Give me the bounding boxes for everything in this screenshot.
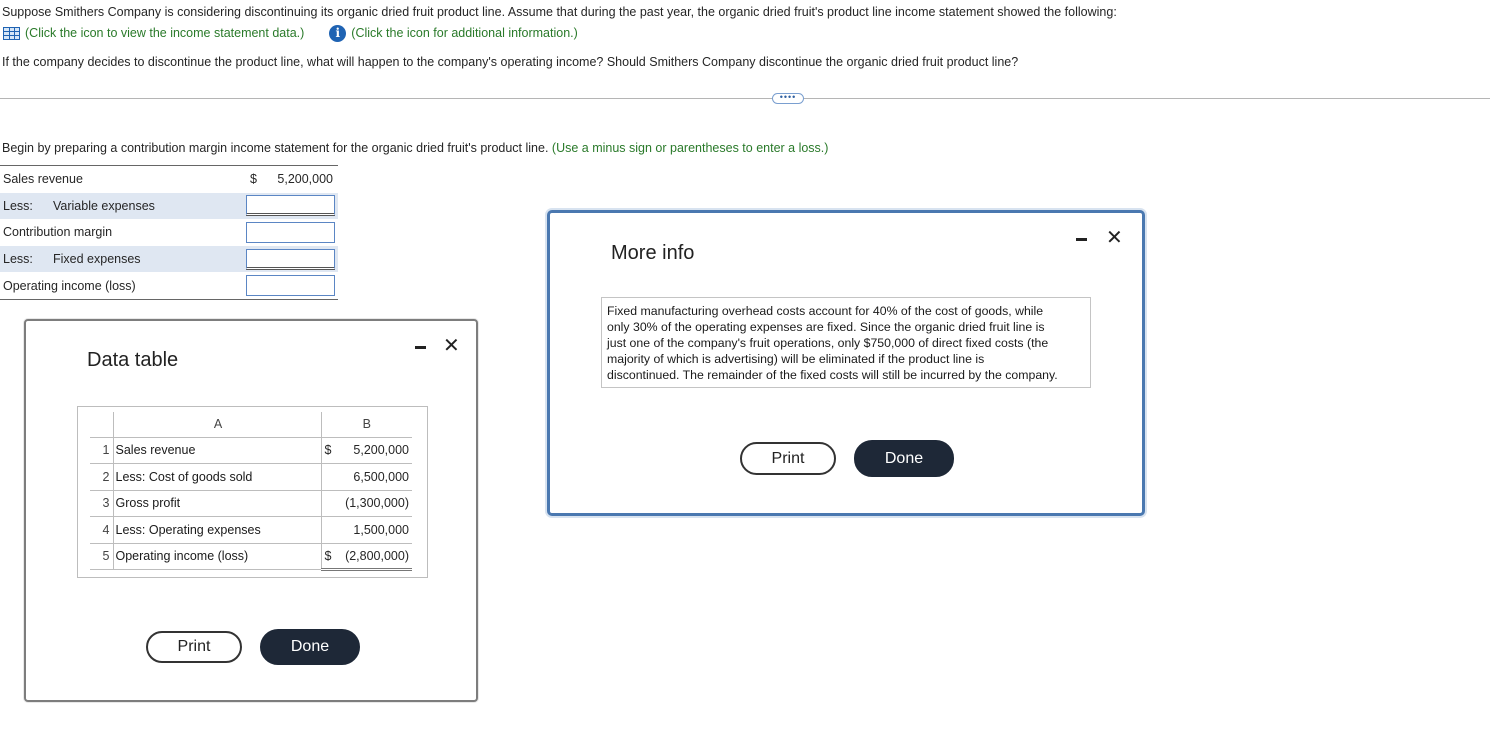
sales-value: 5,200,000	[277, 172, 333, 187]
row-label: Less: Operating expenses	[113, 517, 321, 544]
cm-statement	[0, 165, 338, 300]
info-line: discontinued. The remainder of the fixed costs will still be incurred by the company.	[607, 368, 1058, 382]
row-number: 1	[90, 437, 113, 464]
done-button[interactable]: Done	[854, 440, 954, 477]
more-info-title: More info	[611, 242, 695, 264]
info-line: Fixed manufacturing overhead costs account for 40% of the cost of goods, while	[607, 304, 1044, 318]
row-number: 3	[90, 490, 113, 517]
data-table-dialog	[24, 319, 478, 702]
data-table-title: Data table	[87, 349, 179, 371]
instruction-hint: (Use a minus sign or parentheses to enter a loss.)	[551, 141, 829, 155]
row-value: 6,500,000	[353, 469, 409, 484]
fixed-expenses-input[interactable]	[246, 249, 335, 270]
header-row	[90, 412, 412, 437]
row-value-cell	[321, 464, 412, 491]
data-link[interactable]: (Click the icon to view the income statement data.)	[25, 26, 305, 40]
row-dollar: $	[324, 548, 332, 563]
cm-row-fixed	[0, 246, 338, 273]
contribution-margin-label: Contribution margin	[3, 225, 113, 240]
data-grid	[90, 412, 412, 571]
row-label: Gross profit	[113, 490, 321, 517]
divider	[0, 98, 1490, 99]
sales-label: Sales revenue	[3, 172, 83, 187]
row-dollar: $	[324, 443, 332, 458]
less-label: Less:	[3, 198, 33, 213]
question-links	[3, 24, 578, 42]
close-icon[interactable]: ✕	[443, 335, 460, 357]
less-label: Less:	[3, 252, 33, 267]
table-row	[90, 543, 412, 570]
row-value-cell	[321, 543, 412, 570]
row-number: 2	[90, 464, 113, 491]
sales-dollar: $	[250, 172, 257, 187]
question-prompt: If the company decides to discontinue the product line, what will happen to the company's operating income? Should Smithers Company discontinue the organic dried fruit product line?	[2, 55, 1019, 69]
row-value-cell	[321, 517, 412, 544]
row-value: (2,800,000)	[345, 548, 409, 563]
row-value: 1,500,000	[353, 522, 409, 537]
corner-cell	[90, 412, 113, 437]
cm-row-sales	[0, 166, 338, 193]
cm-row-contribution	[0, 219, 338, 246]
table-row	[90, 517, 412, 544]
row-label: Operating income (loss)	[113, 543, 321, 570]
data-spreadsheet	[77, 406, 428, 578]
question-text: Suppose Smithers Company is considering discontinuing its organic dried fruit product line. Assume that during the past year, the organic dried fruit's product line income statement showed the following:	[2, 5, 1117, 19]
row-label: Less: Cost of goods sold	[113, 464, 321, 491]
operating-income-input[interactable]	[246, 275, 335, 296]
row-value-cell	[321, 437, 412, 464]
table-row	[90, 464, 412, 491]
info-line: only 30% of the operating expenses are fixed. Since the organic dried fruit line is	[607, 320, 1045, 334]
print-button[interactable]: Print	[740, 442, 836, 475]
cm-row-variable	[0, 193, 338, 220]
row-number: 4	[90, 517, 113, 544]
row-number: 5	[90, 543, 113, 570]
fixed-expenses-label: Fixed expenses	[53, 252, 141, 267]
row-value-cell	[321, 490, 412, 517]
minimize-icon[interactable]	[1076, 238, 1087, 241]
column-a-header: A	[113, 412, 321, 437]
instruction-text: Begin by preparing a contribution margin income statement for the organic dried fruit's product line.	[2, 141, 549, 155]
row-value: (1,300,000)	[345, 496, 409, 511]
variable-expenses-input[interactable]	[246, 195, 335, 216]
row-value: 5,200,000	[353, 443, 409, 458]
info-icon[interactable]: i	[329, 25, 346, 42]
expand-ellipsis-button[interactable]: ••••	[772, 93, 804, 104]
done-button[interactable]: Done	[260, 629, 360, 665]
operating-income-label: Operating income (loss)	[3, 278, 136, 293]
close-icon[interactable]: ✕	[1106, 227, 1123, 249]
variable-expenses-label: Variable expenses	[53, 198, 155, 213]
print-button[interactable]: Print	[146, 631, 242, 663]
minimize-icon[interactable]	[415, 346, 426, 349]
contribution-margin-input[interactable]	[246, 222, 335, 243]
info-line: just one of the company's fruit operations, only $750,000 of direct fixed costs (the	[607, 336, 1049, 350]
row-label: Sales revenue	[113, 437, 321, 464]
instruction	[2, 141, 828, 155]
table-row	[90, 490, 412, 517]
info-line: majority of which is advertising) will be eliminated if the product line is	[607, 352, 985, 366]
cm-row-operating	[0, 272, 338, 299]
table-row	[90, 437, 412, 464]
more-info-dialog	[547, 210, 1145, 516]
more-info-text-box	[601, 297, 1091, 388]
table-icon[interactable]	[3, 27, 20, 40]
info-link[interactable]: (Click the icon for additional information.)	[351, 26, 578, 40]
column-b-header: B	[321, 412, 412, 437]
